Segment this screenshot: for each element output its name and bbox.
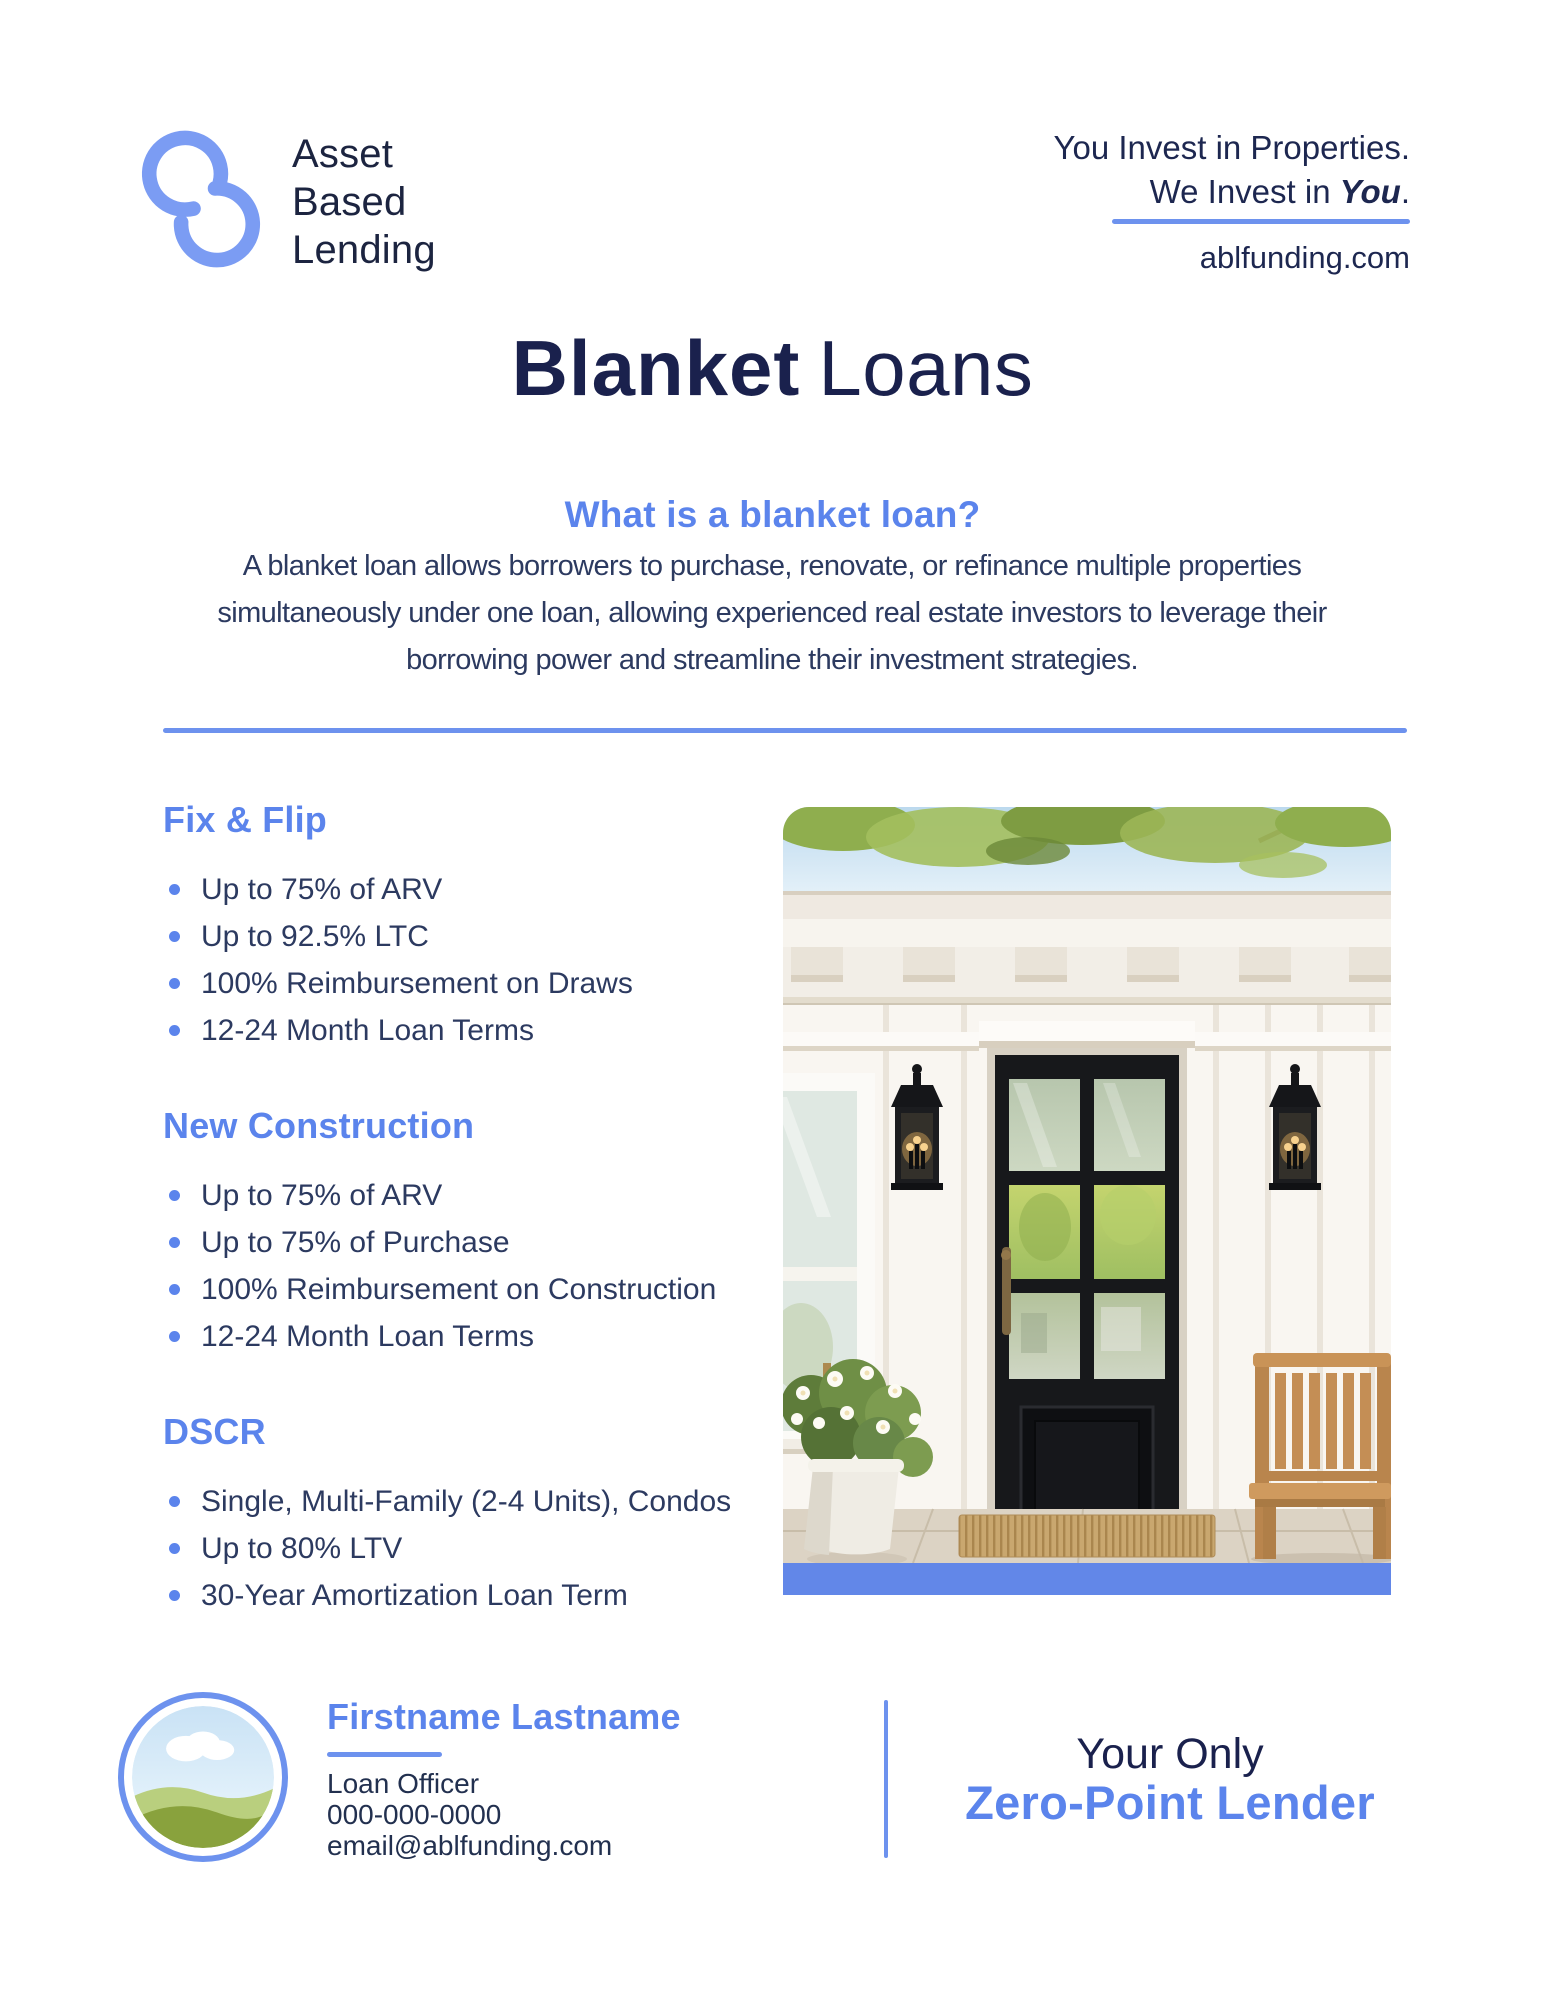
bullet-item [163,1525,803,1572]
bullet-item [163,1219,803,1266]
content-divider [163,728,1407,733]
intro-paragraph: A blanket loan allows borrowers to purchase, renovate, or refinance multiple properties simultaneously under one loan, allowing experienced real estate investors to leverage their borrowing power and streamline their investment strategies. [217,550,1327,676]
bullet-list [163,1478,803,1619]
question-heading: What is a blanket loan? [564,494,981,535]
bullet-dot-icon [169,1543,180,1554]
officer-contact [327,1768,612,1861]
bullet-text: Up to 80% LTV [201,1532,403,1565]
porch-photo [783,807,1391,1595]
avatar [118,1692,288,1862]
bullet-text: Single, Multi-Family (2-4 Units), Condos [201,1485,732,1518]
bullet-dot-icon [169,1496,180,1507]
bullet-item [163,1266,803,1313]
officer-name: Firstname Lastname [327,1696,681,1737]
slogan-line-1: Your Only [1076,1730,1264,1778]
bullet-item [163,1572,803,1619]
bullet-dot-icon [169,1331,180,1342]
landscape-placeholder-icon [132,1706,274,1848]
section-fix-flip [163,800,803,1054]
slogan-line-2: Zero-Point Lender [965,1776,1375,1829]
tagline-divider [1112,219,1410,224]
photo-accent-bar [783,1563,1391,1595]
loan-sections [163,800,803,1619]
logo-line-2: Based [292,180,407,224]
tagline [1054,126,1411,214]
bullet-item [163,960,803,1007]
bullet-text: 100% Reimbursement on Construction [201,1273,717,1306]
bullet-dot-icon [169,884,180,895]
chain-link-icon [134,126,268,272]
bullet-dot-icon [169,978,180,989]
section-dscr [163,1412,803,1619]
bullet-dot-icon [169,931,180,942]
section-heading: DSCR [163,1411,266,1452]
bullet-dot-icon [169,1025,180,1036]
page-title-bold: Blanket [511,324,801,412]
bullet-text: 12-24 Month Loan Terms [201,1320,534,1353]
bullet-text: Up to 75% of ARV [201,873,443,906]
logo-line-1: Asset [292,132,394,176]
officer-title: Loan Officer [327,1768,480,1799]
tagline-line-2: We Invest in You. [1149,173,1410,210]
logo-wordmark [292,130,436,274]
bullet-dot-icon [169,1237,180,1248]
officer-phone: 000-000-0000 [327,1799,502,1830]
page-title-light: Loans [818,324,1034,412]
bullet-item [163,1478,803,1525]
bullet-dot-icon [169,1190,180,1201]
bullet-dot-icon [169,1590,180,1601]
bullet-dot-icon [169,1284,180,1295]
officer-email[interactable]: email@ablfunding.com [327,1830,613,1861]
bullet-text: 100% Reimbursement on Draws [201,967,633,1000]
footer-vertical-divider [884,1700,888,1858]
website-link[interactable]: ablfunding.com [1199,240,1410,275]
bullet-item [163,1007,803,1054]
bullet-list [163,1172,803,1360]
bullet-text: Up to 75% of Purchase [201,1226,510,1259]
section-new-construction [163,1106,803,1360]
bullet-item [163,913,803,960]
doormat [959,1515,1215,1557]
bullet-item [163,1172,803,1219]
slogan [940,1730,1400,1828]
bullet-item [163,866,803,913]
section-heading: New Construction [163,1105,475,1146]
front-door [995,1055,1179,1563]
bullet-text: Up to 92.5% LTC [201,920,429,953]
section-heading: Fix & Flip [163,799,327,840]
page-title [0,324,1545,412]
bullet-text: 12-24 Month Loan Terms [201,1014,534,1047]
officer-name-underline [327,1752,442,1757]
logo-line-3: Lending [292,228,436,272]
bullet-text: Up to 75% of ARV [201,1179,443,1212]
tagline-line-1: You Invest in Properties. [1053,129,1410,166]
bullet-item [163,1313,803,1360]
bullet-text: 30-Year Amortization Loan Term [201,1579,628,1612]
bullet-list [163,866,803,1054]
tagline-emphasis: You [1339,173,1401,210]
